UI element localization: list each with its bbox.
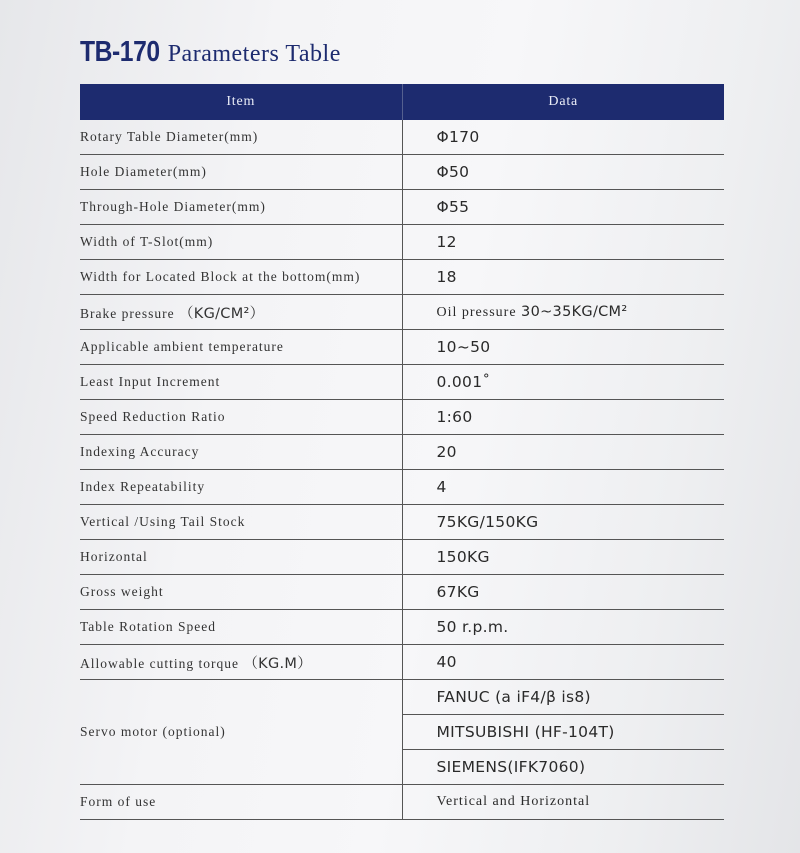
- row-value: 50 r.p.m.: [402, 610, 724, 645]
- servo-value: MITSUBISHI (HF-104T): [402, 715, 724, 750]
- row-value: 1:60: [402, 400, 724, 435]
- table-row: [80, 610, 724, 645]
- row-item: Index Repeatability: [80, 470, 402, 505]
- row-item: Form of use: [80, 785, 402, 820]
- row-value: 0.001˚: [402, 365, 724, 400]
- row-item: Width for Located Block at the bottom(mm): [80, 260, 402, 295]
- table-row: [80, 120, 724, 155]
- row-value: Vertical and Horizontal: [402, 785, 724, 820]
- row-item: Through-Hole Diameter(mm): [80, 190, 402, 225]
- model-name: TB-170: [80, 36, 160, 68]
- row-item: Horizontal: [80, 540, 402, 575]
- row-item: Gross weight: [80, 575, 402, 610]
- table-row: [80, 400, 724, 435]
- table-row: [80, 155, 724, 190]
- title-text: Parameters Table: [167, 41, 341, 67]
- servo-value: SIEMENS(IFK7060): [402, 750, 724, 785]
- row-item: Applicable ambient temperature: [80, 330, 402, 365]
- table-row: [80, 365, 724, 400]
- row-value: 12: [402, 225, 724, 260]
- header-data: Data: [402, 84, 724, 120]
- table-row: [80, 435, 724, 470]
- table-row: [80, 785, 724, 820]
- table-row: [80, 225, 724, 260]
- table-row-servo: [80, 680, 724, 715]
- table-row: [80, 260, 724, 295]
- row-value: 75KG/150KG: [402, 505, 724, 540]
- row-item-unit: （KG/CM²）: [178, 305, 265, 322]
- row-value: 67KG: [402, 575, 724, 610]
- row-value: 150KG: [402, 540, 724, 575]
- row-value: Φ55: [402, 190, 724, 225]
- row-value: 40: [402, 645, 724, 680]
- row-item: Width of T-Slot(mm): [80, 225, 402, 260]
- row-item: Least Input Increment: [80, 365, 402, 400]
- row-value: [402, 295, 724, 330]
- row-value: 10~50: [402, 330, 724, 365]
- row-item: [80, 645, 402, 680]
- row-value: Φ170: [402, 120, 724, 155]
- header-item: Item: [80, 84, 402, 120]
- row-value: 20: [402, 435, 724, 470]
- row-item: Hole Diameter(mm): [80, 155, 402, 190]
- table-row: [80, 540, 724, 575]
- row-item-unit: （KG.M）: [243, 655, 313, 672]
- row-value-range: 30~35KG/CM²: [521, 303, 628, 320]
- table-row: [80, 190, 724, 225]
- table-row: [80, 575, 724, 610]
- row-value: Φ50: [402, 155, 724, 190]
- table-row: [80, 645, 724, 680]
- row-item: Speed Reduction Ratio: [80, 400, 402, 435]
- row-item-text: Allowable cutting torque: [80, 655, 239, 671]
- table-row: [80, 470, 724, 505]
- row-value-text: Oil pressure: [436, 304, 517, 320]
- row-item-text: Brake pressure: [80, 305, 175, 321]
- table-row: [80, 330, 724, 365]
- row-item: Rotary Table Diameter(mm): [80, 120, 402, 155]
- row-item: Table Rotation Speed: [80, 610, 402, 645]
- parameters-table: [80, 84, 724, 820]
- row-item: Indexing Accuracy: [80, 435, 402, 470]
- table-row: [80, 295, 724, 330]
- row-value: 18: [402, 260, 724, 295]
- page-title: [80, 36, 341, 76]
- row-item: [80, 295, 402, 330]
- table-row: [80, 505, 724, 540]
- table-header-row: [80, 84, 724, 120]
- servo-value: FANUC (a iF4/β is8): [402, 680, 724, 715]
- row-value: 4: [402, 470, 724, 505]
- row-item: Vertical /Using Tail Stock: [80, 505, 402, 540]
- servo-item: Servo motor (optional): [80, 680, 402, 785]
